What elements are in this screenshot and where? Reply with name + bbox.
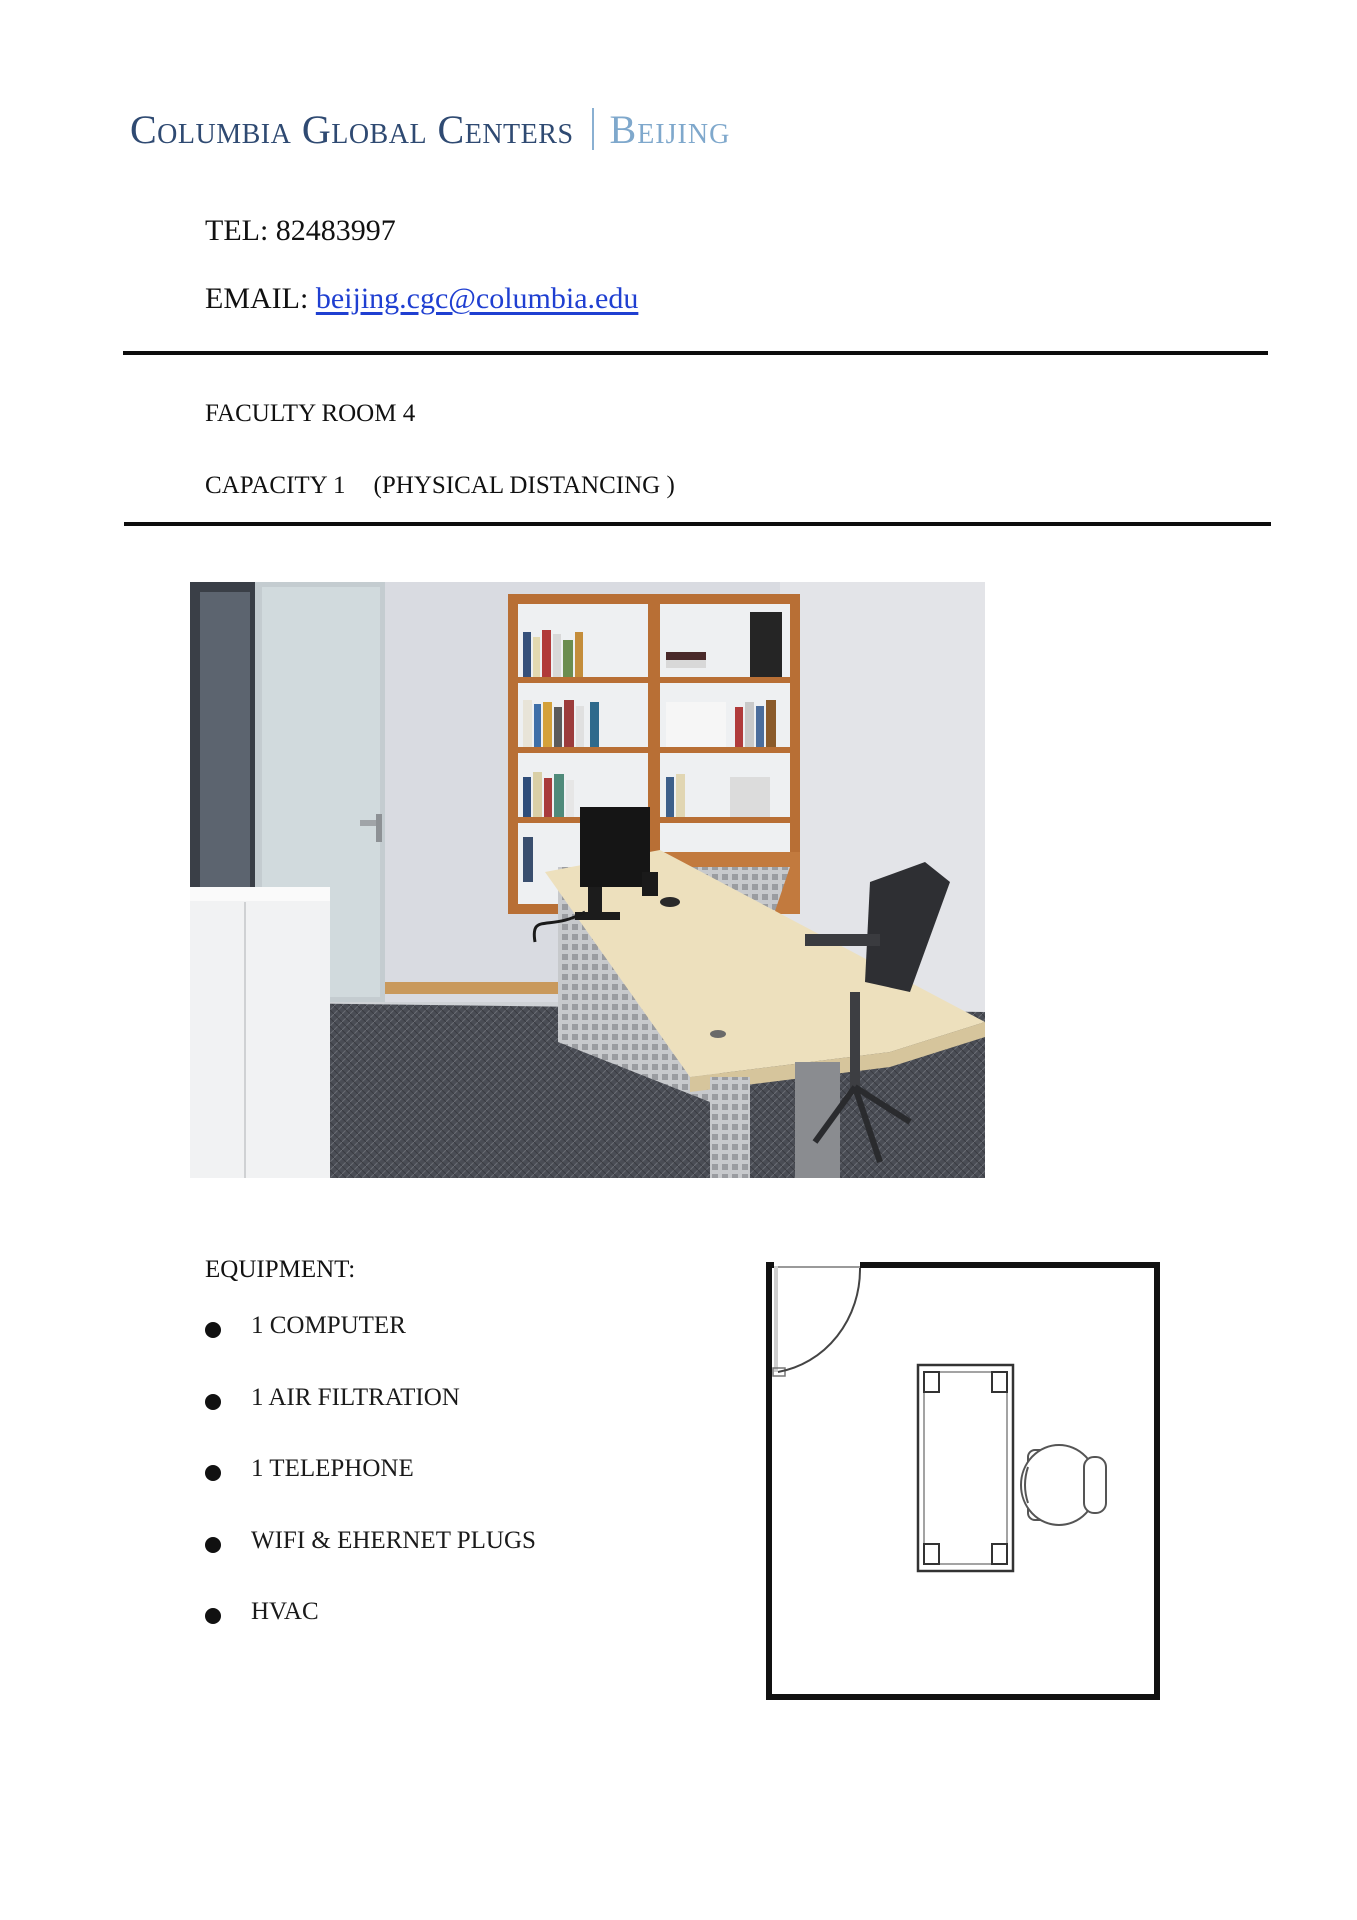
telephone-line: TEL: 82483997 — [205, 214, 396, 247]
equipment-item-label: WIFI & EHERNET PLUGS — [251, 1526, 536, 1554]
room-photo-illustration — [190, 582, 985, 1178]
desk-icon — [918, 1365, 1013, 1571]
equipment-list — [205, 1312, 536, 1670]
email-link[interactable]: beijing.cgc@columbia.edu — [315, 282, 639, 315]
center-city: Beijing — [609, 106, 731, 152]
list-item — [205, 1384, 536, 1456]
email-line — [205, 282, 638, 316]
door-leaf — [774, 1266, 778, 1372]
capacity-value: CAPACITY 1 — [205, 472, 346, 499]
equipment-item-label: 1 TELEPHONE — [251, 1455, 414, 1482]
org-name: Columbia Global Centers — [130, 106, 574, 152]
equipment-item-label: HVAC — [251, 1598, 319, 1625]
logo-divider — [592, 108, 594, 150]
chair-icon — [1021, 1445, 1106, 1525]
bullet-icon — [205, 1537, 221, 1553]
bullet-icon — [205, 1608, 221, 1624]
capacity-note: (PHYSICAL DISTANCING ) — [373, 472, 675, 499]
door-swing-arc — [778, 1268, 860, 1372]
room-capacity — [205, 472, 675, 500]
list-item — [205, 1455, 536, 1527]
list-item — [205, 1312, 536, 1384]
equipment-heading: EQUIPMENT: — [205, 1256, 356, 1283]
bullet-icon — [205, 1465, 221, 1481]
equipment-item-label: 1 COMPUTER — [251, 1312, 406, 1339]
bullet-icon — [205, 1322, 221, 1338]
divider-top — [123, 351, 1268, 355]
list-item — [205, 1527, 536, 1599]
floor-plan-diagram — [766, 1262, 1168, 1704]
room-photo — [190, 582, 985, 1178]
email-label: EMAIL: — [205, 282, 316, 315]
room-name: FACULTY ROOM 4 — [205, 400, 416, 427]
divider-bottom — [124, 522, 1271, 526]
equipment-item-label: 1 AIR FILTRATION — [251, 1383, 460, 1411]
list-item — [205, 1598, 536, 1670]
bullet-icon — [205, 1394, 221, 1410]
header-logo — [130, 104, 730, 154]
floor-plan — [766, 1262, 1168, 1704]
